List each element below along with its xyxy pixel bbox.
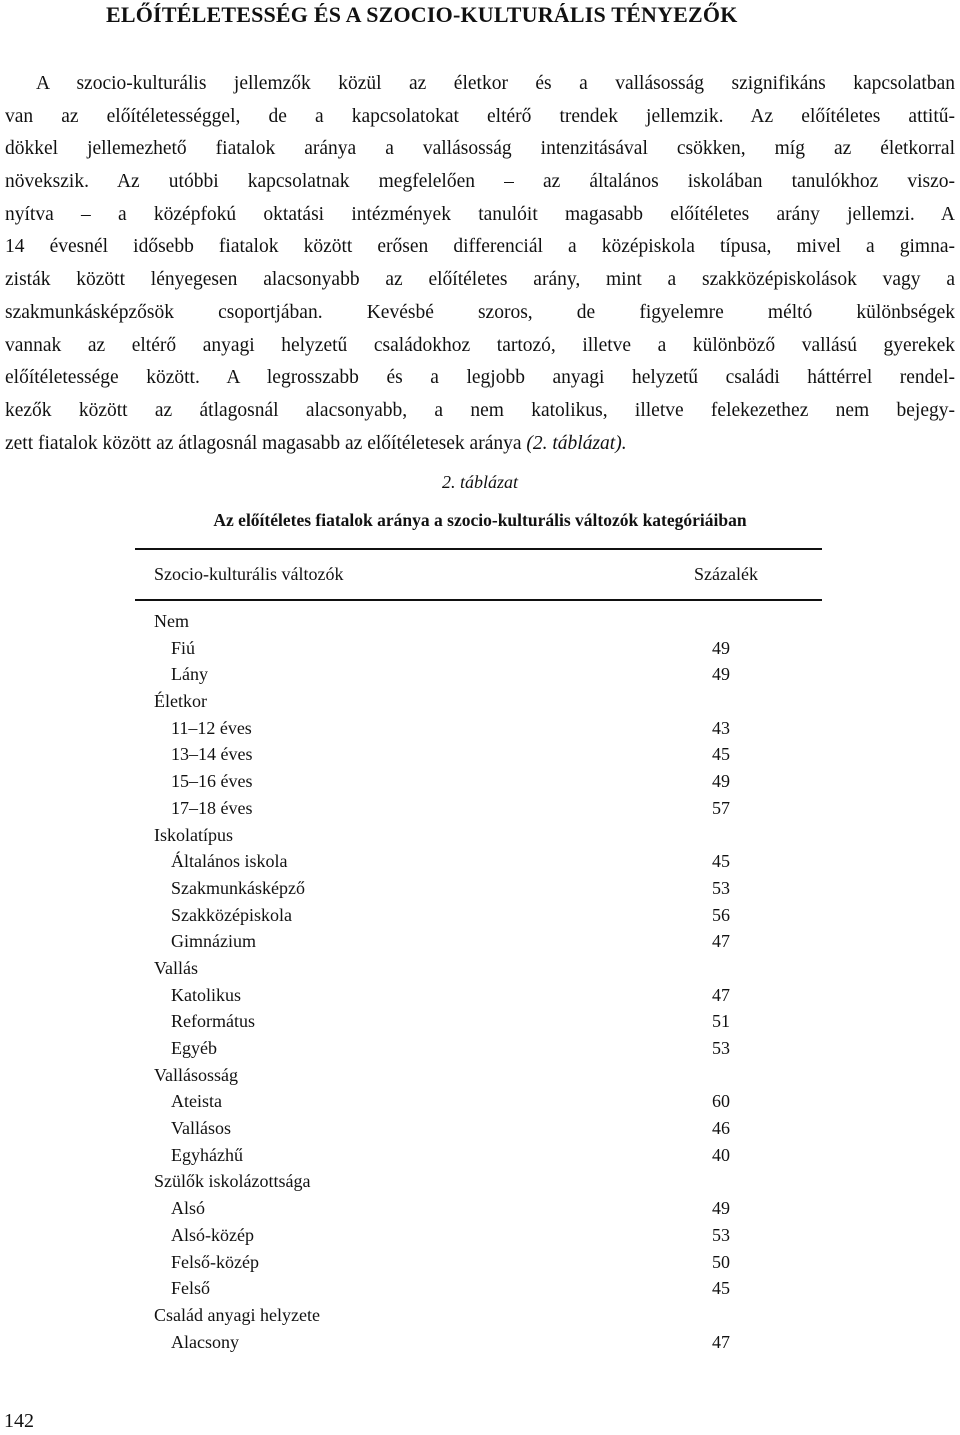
- table-row: [0, 768, 960, 795]
- row-value: 47: [712, 984, 730, 1005]
- table-row: [0, 1329, 960, 1356]
- row-label: Általános iskola: [171, 851, 288, 872]
- table-body: [0, 608, 960, 1355]
- row-value: 49: [712, 1198, 730, 1219]
- group-label: Család anyagi helyzete: [154, 1304, 320, 1325]
- row-value: 60: [712, 1091, 730, 1112]
- row-label: 15–16 éves: [171, 771, 253, 792]
- row-value: 49: [712, 637, 730, 658]
- table-caption: 2. táblázat: [441, 472, 518, 492]
- paragraph-line: vannak az eltérő anyagi helyzetű családokhoz tartozó, illetve a különböző vallású gyerekek: [5, 334, 955, 356]
- table-header-rule: [135, 599, 822, 601]
- row-label: Felső: [171, 1278, 211, 1299]
- row-value: 57: [712, 797, 730, 818]
- table-row: [0, 902, 960, 929]
- row-value: 49: [712, 664, 730, 685]
- row-label: 17–18 éves: [171, 797, 253, 818]
- paragraph-line: zisták között lényegesen alacsonyabb az előítéletes arány, mint a szakközépiskolások vagy a: [5, 269, 955, 291]
- table-group-row: [0, 608, 960, 635]
- table-row: [0, 795, 960, 822]
- row-value: 51: [712, 1011, 730, 1032]
- paragraph-line: A szocio-kulturális jellemzők közül az életkor és a vallásosság szignifikáns kapcsolatban: [36, 73, 955, 94]
- paragraph-line: szakmunkásképzősök csoportjában. Kevésbé szoros, de figyelemre méltó különbségek: [5, 301, 955, 323]
- group-label: Iskolatípus: [154, 824, 233, 845]
- table-title: Az előítéletes fiatalok aránya a szocio-kulturális változók kategóriáiban: [213, 510, 747, 530]
- group-label: Életkor: [154, 691, 207, 712]
- table-row: [0, 1275, 960, 1302]
- table-row: [0, 635, 960, 662]
- table-row: [0, 741, 960, 768]
- row-label: Felső-közép: [171, 1251, 259, 1272]
- row-label: Egyházhű: [171, 1144, 243, 1165]
- row-label: Szakmunkásképző: [171, 877, 305, 898]
- row-value: 53: [712, 877, 730, 898]
- row-value: 40: [712, 1144, 730, 1165]
- row-value: 45: [712, 1278, 730, 1299]
- page-number: 142: [4, 1410, 34, 1432]
- row-value: 50: [712, 1251, 730, 1272]
- table-row: [0, 1195, 960, 1222]
- row-label: Katolikus: [171, 984, 241, 1005]
- column-header-percent: Százalék: [694, 564, 758, 584]
- row-value: 43: [712, 717, 730, 738]
- table-row: [0, 1222, 960, 1249]
- paragraph-line-text: zett fiatalok között az átlagosnál magasabb az előítéletesek aránya: [5, 432, 527, 454]
- row-value: 47: [712, 931, 730, 952]
- row-value: 46: [712, 1118, 730, 1139]
- table-row: [0, 1008, 960, 1035]
- table-row: [0, 1088, 960, 1115]
- group-label: Nem: [154, 611, 189, 631]
- group-label: Szülők iskolázottsága: [154, 1171, 311, 1192]
- table-row: [0, 1035, 960, 1062]
- paragraph-line: nyítva – a középfokú oktatási intézmények tanulóit magasabb előítéletes arány jellemzi. A: [5, 203, 955, 225]
- table-reference: (2. táblázat).: [526, 432, 627, 454]
- row-label: Alsó-közép: [171, 1224, 254, 1245]
- table-top-rule: [135, 548, 822, 550]
- table-group-row: [0, 955, 960, 982]
- row-value: 47: [712, 1331, 730, 1352]
- row-label: Szakközépiskola: [171, 904, 292, 925]
- table-row: [0, 661, 960, 688]
- table-group-row: [0, 1062, 960, 1089]
- table-group-row: [0, 688, 960, 715]
- table-row: [0, 848, 960, 875]
- row-label: Fiú: [171, 637, 196, 658]
- row-label: 13–14 éves: [171, 744, 253, 765]
- paragraph-line: növekszik. Az utóbbi kapcsolatnak megfelelően – az általános iskolában tanulókhoz viszo-: [5, 171, 955, 193]
- row-label: Egyéb: [171, 1038, 217, 1058]
- table-group-row: [0, 1302, 960, 1329]
- row-value: 45: [712, 744, 730, 765]
- paragraph-line: kezők között az átlagosnál alacsonyabb, a nem katolikus, illetve felekezethez nem bejegy-: [5, 399, 955, 421]
- row-label: Gimnázium: [171, 931, 256, 952]
- row-label: Ateista: [171, 1091, 222, 1112]
- row-label: Alsó: [171, 1198, 206, 1219]
- table-row: [0, 1115, 960, 1142]
- table-row: [0, 1249, 960, 1276]
- group-label: Vallás: [154, 957, 198, 978]
- table-group-row: [0, 1168, 960, 1195]
- paragraph-line: dökkel jellemezhető fiatalok aránya a vallásosság intenzitásával csökken, míg az életkorral: [5, 138, 955, 160]
- paragraph-line: előítéletessége között. A legrosszabb és a legjobb anyagi helyzetű családi háttérrel rendel-: [5, 367, 955, 389]
- row-value: 56: [712, 904, 730, 925]
- row-label: Lány: [171, 664, 208, 685]
- row-value: 49: [712, 771, 730, 792]
- table-row: [0, 982, 960, 1009]
- row-value: 53: [712, 1038, 730, 1058]
- row-label: Református: [171, 1011, 255, 1032]
- column-header-variables: Szocio-kulturális változók: [154, 564, 344, 584]
- row-label: 11–12 éves: [171, 717, 252, 738]
- table-row: [0, 875, 960, 902]
- paragraph-line: 14 évesnél idősebb fiatalok között erősen differenciál a középiskola típusa, mivel a gimna-: [5, 236, 955, 258]
- row-value: 45: [712, 851, 730, 872]
- group-label: Vallásosság: [154, 1064, 238, 1085]
- page-title: ELŐÍTÉLETESSÉG ÉS A SZOCIO-KULTURÁLIS TÉNYEZŐK: [106, 2, 738, 27]
- table-row: [0, 928, 960, 955]
- table-row: [0, 1142, 960, 1169]
- row-label: Vallásos: [171, 1118, 231, 1139]
- table-group-row: [0, 822, 960, 849]
- row-label: Alacsony: [171, 1331, 239, 1352]
- row-value: 53: [712, 1224, 730, 1245]
- paragraph-last-line: [0, 428, 960, 461]
- body-paragraph: [0, 68, 960, 460]
- table-row: [0, 715, 960, 742]
- paragraph-line: van az előítéletességgel, de a kapcsolatokat eltérő trendek jellemzik. Az előítéletes attitű-: [5, 105, 955, 127]
